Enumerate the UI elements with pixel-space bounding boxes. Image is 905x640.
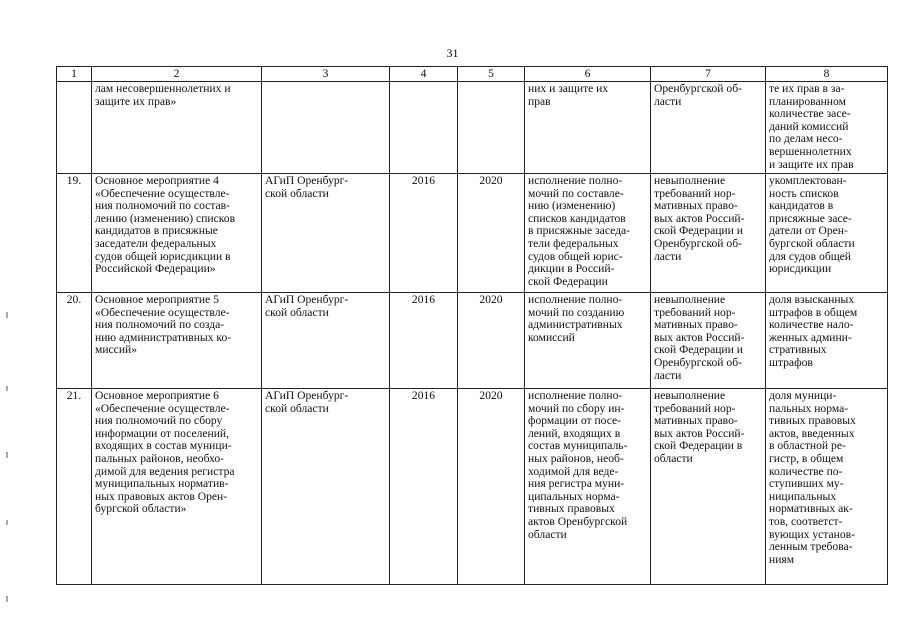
indicator: те их прав в за- планированном количестве засе- даний комиссий по делам несо- вершеннолетних и защите их прав — [766, 82, 888, 174]
column-header: 7 — [651, 67, 766, 82]
table-row — [57, 82, 888, 174]
measure-name: Основное мероприятие 6 «Обеспечение осуществле- ния полномочий по сбору информации от поселений, входящих в состав муници- пальных районов, необхо- димой для ведения регистра муниципальных норматив- ных правовых актов Орен- бургской области» — [92, 389, 262, 585]
scan-mark — [6, 520, 8, 525]
executor: АГиП Оренбург- ской области — [262, 389, 390, 585]
column-header: 6 — [525, 67, 651, 82]
scan-mark — [6, 452, 8, 458]
row-number: 19. — [57, 174, 92, 293]
scan-mark — [6, 596, 8, 602]
executor — [262, 82, 390, 174]
scan-mark — [6, 386, 8, 391]
expected-result: исполнение полно- мочий по сбору ин- формации от посе- лений, входящих в состав муниципаль- ных районов, необ- ходимой для веде- ния регистра муни- ципальных норма- тивных правовых актов Оренбургской области — [525, 389, 651, 585]
measure-name: лам несовершеннолетних и защите их прав» — [92, 82, 262, 174]
row-number: 21. — [57, 389, 92, 585]
header-row — [57, 67, 888, 82]
column-header: 4 — [390, 67, 458, 82]
column-header: 2 — [92, 67, 262, 82]
column-header: 5 — [458, 67, 525, 82]
executor: АГиП Оренбург- ской области — [262, 293, 390, 389]
scan-mark — [6, 312, 8, 318]
program-measures-table — [56, 66, 888, 585]
indicator: укомплектован- ность списков кандидатов в присяжные засе- датели от Орен- бургской области для судов общей юрисдикции — [766, 174, 888, 293]
end-year: 2020 — [458, 174, 525, 293]
column-header: 1 — [57, 67, 92, 82]
start-year: 2016 — [390, 293, 458, 389]
expected-result: них и защите их прав — [525, 82, 651, 174]
table-row — [57, 293, 888, 389]
executor: АГиП Оренбург- ской области — [262, 174, 390, 293]
page-number: 31 — [446, 46, 459, 60]
column-header: 3 — [262, 67, 390, 82]
risk-consequence: невыполнение требований нор- мативных право- вых актов Россий- ской Федерации и Оренбургской об- ласти — [651, 293, 766, 389]
start-year: 2016 — [390, 389, 458, 585]
start-year: 2016 — [390, 174, 458, 293]
indicator: доля взысканных штрафов в общем количестве нало- женных админи- стративных штрафов — [766, 293, 888, 389]
table-row — [57, 174, 888, 293]
start-year — [390, 82, 458, 174]
expected-result: исполнение полно- мочий по составле- нию (изменению) списков кандидатов в присяжные заседа- тели федеральных судов общей юрис- дикции в Россий- ской Федерации — [525, 174, 651, 293]
table-row — [57, 389, 888, 585]
indicator: доля муници- пальных норма- тивных правовых актов, введенных в областной ре- гистр, в общем количестве по- ступивших му- ниципальных нормативных ак- тов, соответст- вующих установ- ленным требова- ниям — [766, 389, 888, 585]
measure-name: Основное мероприятие 4 «Обеспечение осуществле- ния полномочий по состав- лению (изменению) списков кандидатов в присяжные заседатели федеральных судов общей юрисдикции в Российской Федерации» — [92, 174, 262, 293]
end-year: 2020 — [458, 293, 525, 389]
end-year: 2020 — [458, 389, 525, 585]
risk-consequence: невыполнение требований нор- мативных право- вых актов Россий- ской Федерации и Оренбургской об- ласти — [651, 174, 766, 293]
expected-result: исполнение полно- мочий по созданию административных комиссий — [525, 293, 651, 389]
risk-consequence: Оренбургской об- ласти — [651, 82, 766, 174]
row-number — [57, 82, 92, 174]
row-number: 20. — [57, 293, 92, 389]
end-year — [458, 82, 525, 174]
column-header: 8 — [766, 67, 888, 82]
risk-consequence: невыполнение требований нор- мативных право- вых актов Россий- ской Федерации в области — [651, 389, 766, 585]
measure-name: Основное мероприятие 5 «Обеспечение осуществле- ния полномочий по созда- нию административных ко- миссий» — [92, 293, 262, 389]
